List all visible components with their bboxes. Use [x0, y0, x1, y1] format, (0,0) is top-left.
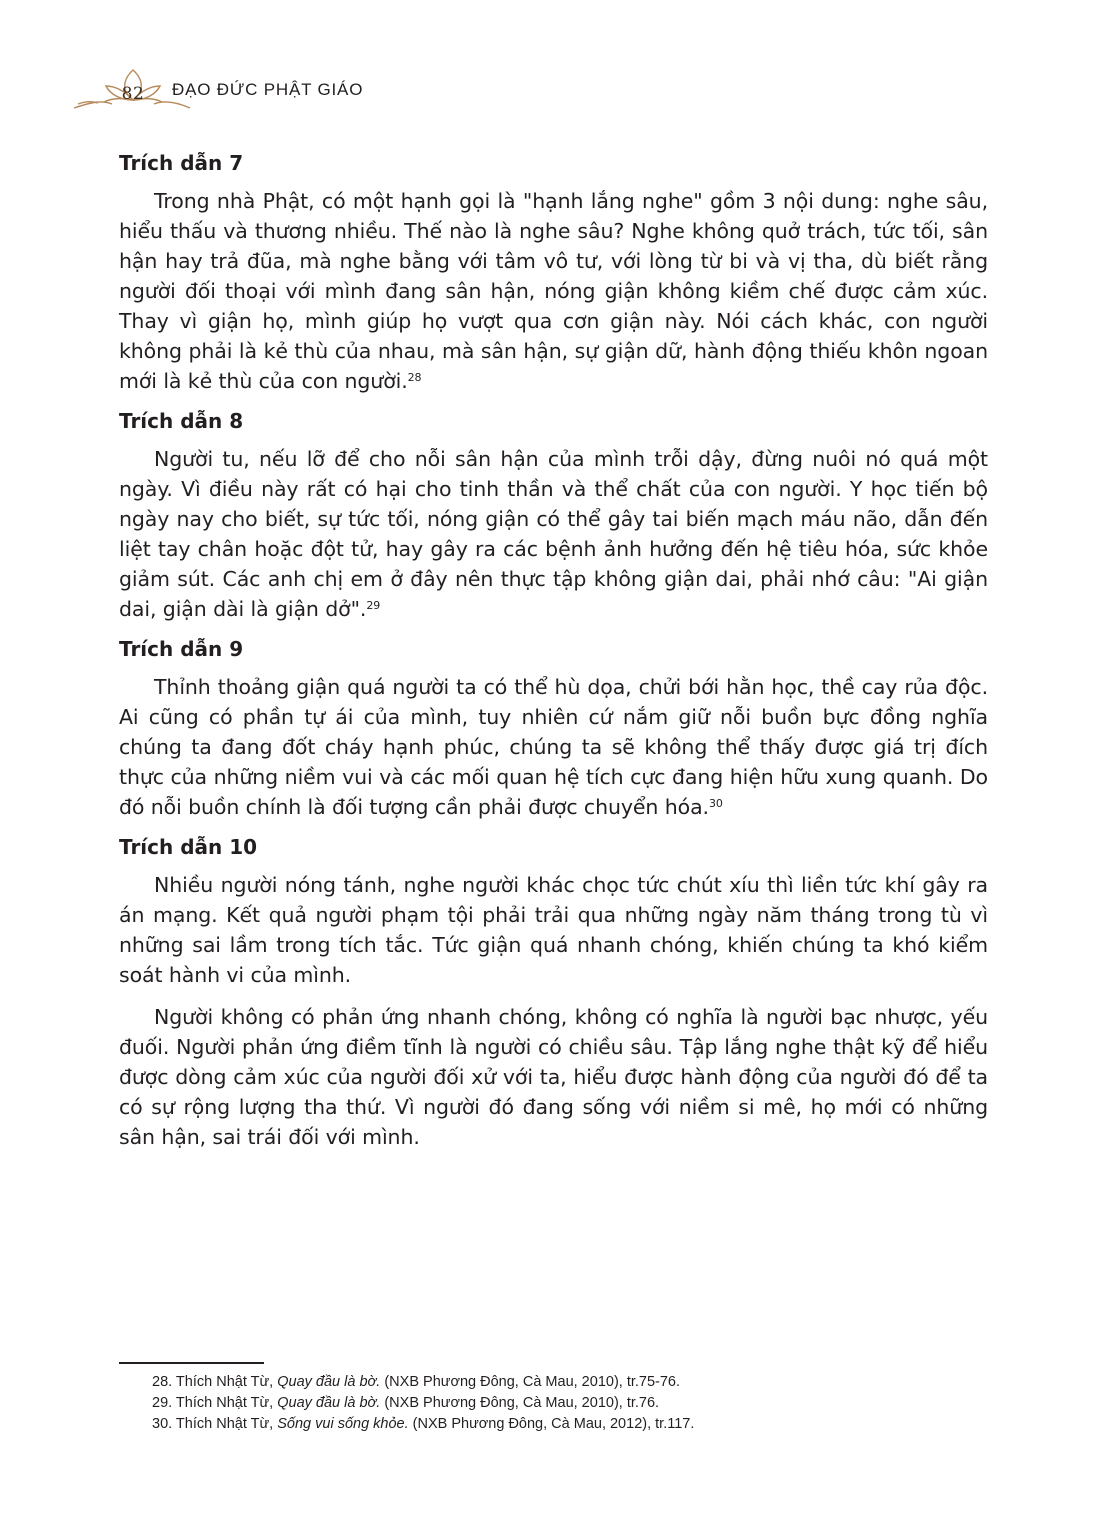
section-heading: Trích dẫn 8	[119, 409, 244, 433]
footnotes	[152, 1372, 952, 1435]
section-heading: Trích dẫn 10	[119, 835, 258, 859]
paragraph: Nhiều người nóng tánh, nghe người khác chọc tức chút xíu thì liền tức khí gây ra án mạng. Kết quả người phạm tội phải trải qua những ngày năm tháng trong tù vì những sai lầm trong tích tắc. Tức giận quá nhanh chóng, khiến chúng ta khó kiểm soát hành vi của mình.	[119, 873, 988, 987]
footnote-divider	[119, 1362, 264, 1364]
paragraph: Người tu, nếu lỡ để cho nỗi sân hận của mình trỗi dậy, đừng nuôi nó quá một ngày. Vì điều này rất có hại cho tinh thần và thể chất của con người. Y học tiến bộ ngày nay cho biết, sự tức tối, nóng giận có thể gây tai biến mạch máu não, dẫn đến liệt tay chân hoặc đột tử, hay gây ra các bệnh ảnh hưởng đến hệ tiêu hóa, sức khỏe giảm sút. Các anh chị em ở đây nên thực tập không giận dai, phải nhớ câu: "Ai giận dai, giận dài là giận dở".$^{29}$	[119, 447, 988, 621]
section-heading: Trích dẫn 7	[119, 151, 244, 175]
running-title: ĐẠO ĐỨC PHẬT GIÁO	[172, 80, 364, 99]
page-number: 82	[121, 84, 145, 104]
quote-section-7	[119, 150, 988, 396]
footnote-30: 30. Thích Nhật Từ, Sống vui sống khỏe. (NXB Phương Đông, Cà Mau, 2012), tr.117.	[152, 1416, 695, 1432]
quote-section-8	[119, 408, 988, 624]
main-content	[119, 150, 988, 1164]
page-header	[72, 68, 492, 112]
quote-section-10	[119, 834, 988, 1152]
footnote-ref[interactable]: 30	[708, 797, 723, 810]
paragraph: Trong nhà Phật, có một hạnh gọi là "hạnh lắng nghe" gồm 3 nội dung: nghe sâu, hiểu thấu và thương nhiều. Thế nào là nghe sâu? Nghe không quở trách, tức tối, sân hận hay trả đũa, mà nghe bằng với tâm vô tư, với lòng từ bi và vị tha, dù biết rằng người đối thoại với mình đang sân hận, nóng giận không kiềm chế được cảm xúc. Thay vì giận họ, mình giúp họ vượt qua cơn giận này. Nói cách khác, con người không phải là kẻ thù của nhau, mà sân hận, sự giận dữ, hành động thiếu khôn ngoan mới là kẻ thù của con người.$^{28}$	[119, 189, 988, 393]
paragraph: Thỉnh thoảng giận quá người ta có thể hù dọa, chửi bới hằn học, thề cay rủa độc. Ai cũng có phần tự ái của mình, tuy nhiên cứ nắm giữ nỗi buồn bực đồng nghĩa chúng ta đang đốt cháy hạnh phúc, chúng ta sẽ không thể thấy được giá trị đích thực của những niềm vui và các mối quan hệ tích cực đang hiện hữu xung quanh. Do đó nỗi buồn chính là đối tượng cần phải được chuyển hóa.$^{30}$	[119, 675, 988, 819]
footnote-29: 29. Thích Nhật Từ, Quay đầu là bờ. (NXB Phương Đông, Cà Mau, 2010), tr.76.	[152, 1395, 660, 1411]
footnote-ref[interactable]: 28	[407, 371, 422, 384]
footnote-ref[interactable]: 29	[366, 599, 381, 612]
section-heading: Trích dẫn 9	[119, 637, 244, 661]
quote-section-9	[119, 636, 988, 822]
footnote-28: 28. Thích Nhật Từ, Quay đầu là bờ. (NXB Phương Đông, Cà Mau, 2010), tr.75-76.	[152, 1374, 681, 1390]
paragraph: Người không có phản ứng nhanh chóng, không có nghĩa là người bạc nhược, yếu đuối. Người phản ứng điềm tĩnh là người có chiều sâu. Tập lắng nghe thật kỹ để hiểu được dòng cảm xúc của người đối xử với ta, hiểu được hành động của người đó để ta có sự rộng lượng tha thứ. Vì người đó đang sống với niềm si mê, họ mới có những sân hận, sai trái đối với mình.	[119, 1005, 988, 1149]
